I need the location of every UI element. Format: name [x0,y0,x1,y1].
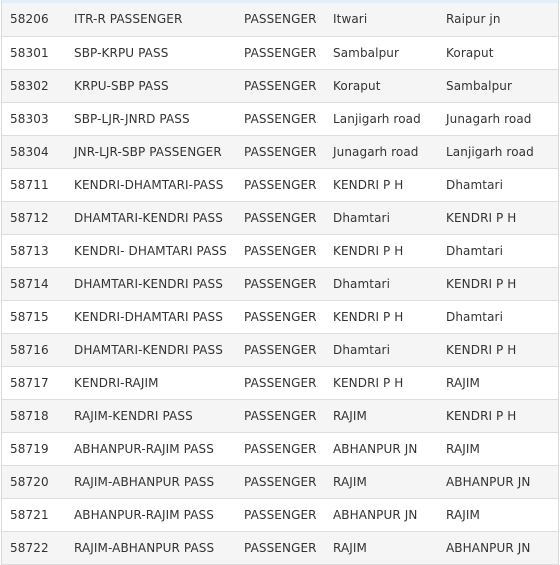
train-number-cell: 58715 [2,300,66,333]
table-row [2,432,558,465]
train-number-cell: 58721 [2,498,66,531]
train-type-cell: PASSENGER [236,366,325,399]
destination-station-cell: KENDRI P H [438,399,558,432]
table-row [2,333,558,366]
destination-station-cell: Lanjigarh road [438,135,558,168]
train-name-cell: KENDRI-DHAMTARI PASS [66,300,236,333]
table-row [2,201,558,234]
destination-station-cell: RAJIM [438,498,558,531]
origin-station-cell: Dhamtari [325,267,438,300]
table-row [2,234,558,267]
train-type-cell: PASSENGER [236,399,325,432]
origin-station-cell: RAJIM [325,465,438,498]
destination-station-cell: Koraput [438,36,558,69]
table-row [2,36,558,69]
origin-station-cell: KENDRI P H [325,366,438,399]
destination-station-cell: KENDRI P H [438,201,558,234]
table-row [2,531,558,564]
train-number-cell: 58712 [2,201,66,234]
origin-station-cell: ABHANPUR JN [325,432,438,465]
destination-station-cell: Junagarh road [438,102,558,135]
destination-station-cell: KENDRI P H [438,333,558,366]
table-row [2,498,558,531]
destination-station-cell: ABHANPUR JN [438,531,558,564]
train-type-cell: PASSENGER [236,465,325,498]
train-number-cell: 58722 [2,531,66,564]
train-number-cell: 58719 [2,432,66,465]
train-type-cell: PASSENGER [236,102,325,135]
train-name-cell: KENDRI-RAJIM [66,366,236,399]
train-name-cell: SBP-KRPU PASS [66,36,236,69]
train-type-cell: PASSENGER [236,3,325,36]
train-number-cell: 58718 [2,399,66,432]
origin-station-cell: Koraput [325,69,438,102]
train-name-cell: ABHANPUR-RAJIM PASS [66,498,236,531]
origin-station-cell: KENDRI P H [325,168,438,201]
table-row [2,399,558,432]
table-row [2,465,558,498]
train-list-table-container [1,0,559,565]
train-type-cell: PASSENGER [236,36,325,69]
train-number-cell: 58716 [2,333,66,366]
train-type-cell: PASSENGER [236,234,325,267]
train-name-cell: DHAMTARI-KENDRI PASS [66,201,236,234]
train-number-cell: 58717 [2,366,66,399]
destination-station-cell: Dhamtari [438,168,558,201]
train-type-cell: PASSENGER [236,267,325,300]
train-type-cell: PASSENGER [236,300,325,333]
train-type-cell: PASSENGER [236,531,325,564]
train-name-cell: DHAMTARI-KENDRI PASS [66,267,236,300]
table-row [2,168,558,201]
train-name-cell: RAJIM-KENDRI PASS [66,399,236,432]
train-number-cell: 58711 [2,168,66,201]
train-type-cell: PASSENGER [236,333,325,366]
destination-station-cell: RAJIM [438,366,558,399]
train-number-cell: 58720 [2,465,66,498]
train-name-cell: KENDRI-DHAMTARI-PASS [66,168,236,201]
destination-station-cell: Dhamtari [438,300,558,333]
table-row [2,135,558,168]
table-row [2,102,558,135]
train-number-cell: 58714 [2,267,66,300]
train-name-cell: RAJIM-ABHANPUR PASS [66,531,236,564]
destination-station-cell: Dhamtari [438,234,558,267]
origin-station-cell: Sambalpur [325,36,438,69]
train-type-cell: PASSENGER [236,498,325,531]
train-name-cell: KRPU-SBP PASS [66,69,236,102]
table-row [2,267,558,300]
origin-station-cell: RAJIM [325,399,438,432]
train-type-cell: PASSENGER [236,432,325,465]
origin-station-cell: Lanjigarh road [325,102,438,135]
destination-station-cell: Raipur jn [438,3,558,36]
train-list-body [2,3,558,564]
train-name-cell: SBP-LJR-JNRD PASS [66,102,236,135]
train-number-cell: 58301 [2,36,66,69]
origin-station-cell: Dhamtari [325,201,438,234]
table-row [2,3,558,36]
table-row [2,69,558,102]
train-name-cell: JNR-LJR-SBP PASSENGER [66,135,236,168]
origin-station-cell: RAJIM [325,531,438,564]
train-type-cell: PASSENGER [236,201,325,234]
train-number-cell: 58304 [2,135,66,168]
origin-station-cell: KENDRI P H [325,234,438,267]
origin-station-cell: Dhamtari [325,333,438,366]
train-number-cell: 58206 [2,3,66,36]
train-name-cell: ITR-R PASSENGER [66,3,236,36]
origin-station-cell: ABHANPUR JN [325,498,438,531]
train-type-cell: PASSENGER [236,168,325,201]
train-name-cell: KENDRI- DHAMTARI PASS [66,234,236,267]
train-number-cell: 58303 [2,102,66,135]
origin-station-cell: Junagarh road [325,135,438,168]
destination-station-cell: KENDRI P H [438,267,558,300]
destination-station-cell: ABHANPUR JN [438,465,558,498]
train-name-cell: ABHANPUR-RAJIM PASS [66,432,236,465]
table-row [2,366,558,399]
train-name-cell: RAJIM-ABHANPUR PASS [66,465,236,498]
train-type-cell: PASSENGER [236,135,325,168]
origin-station-cell: Itwari [325,3,438,36]
origin-station-cell: KENDRI P H [325,300,438,333]
train-list-table [2,3,558,565]
train-name-cell: DHAMTARI-KENDRI PASS [66,333,236,366]
train-number-cell: 58713 [2,234,66,267]
table-row [2,300,558,333]
destination-station-cell: Sambalpur [438,69,558,102]
destination-station-cell: RAJIM [438,432,558,465]
train-type-cell: PASSENGER [236,69,325,102]
train-number-cell: 58302 [2,69,66,102]
